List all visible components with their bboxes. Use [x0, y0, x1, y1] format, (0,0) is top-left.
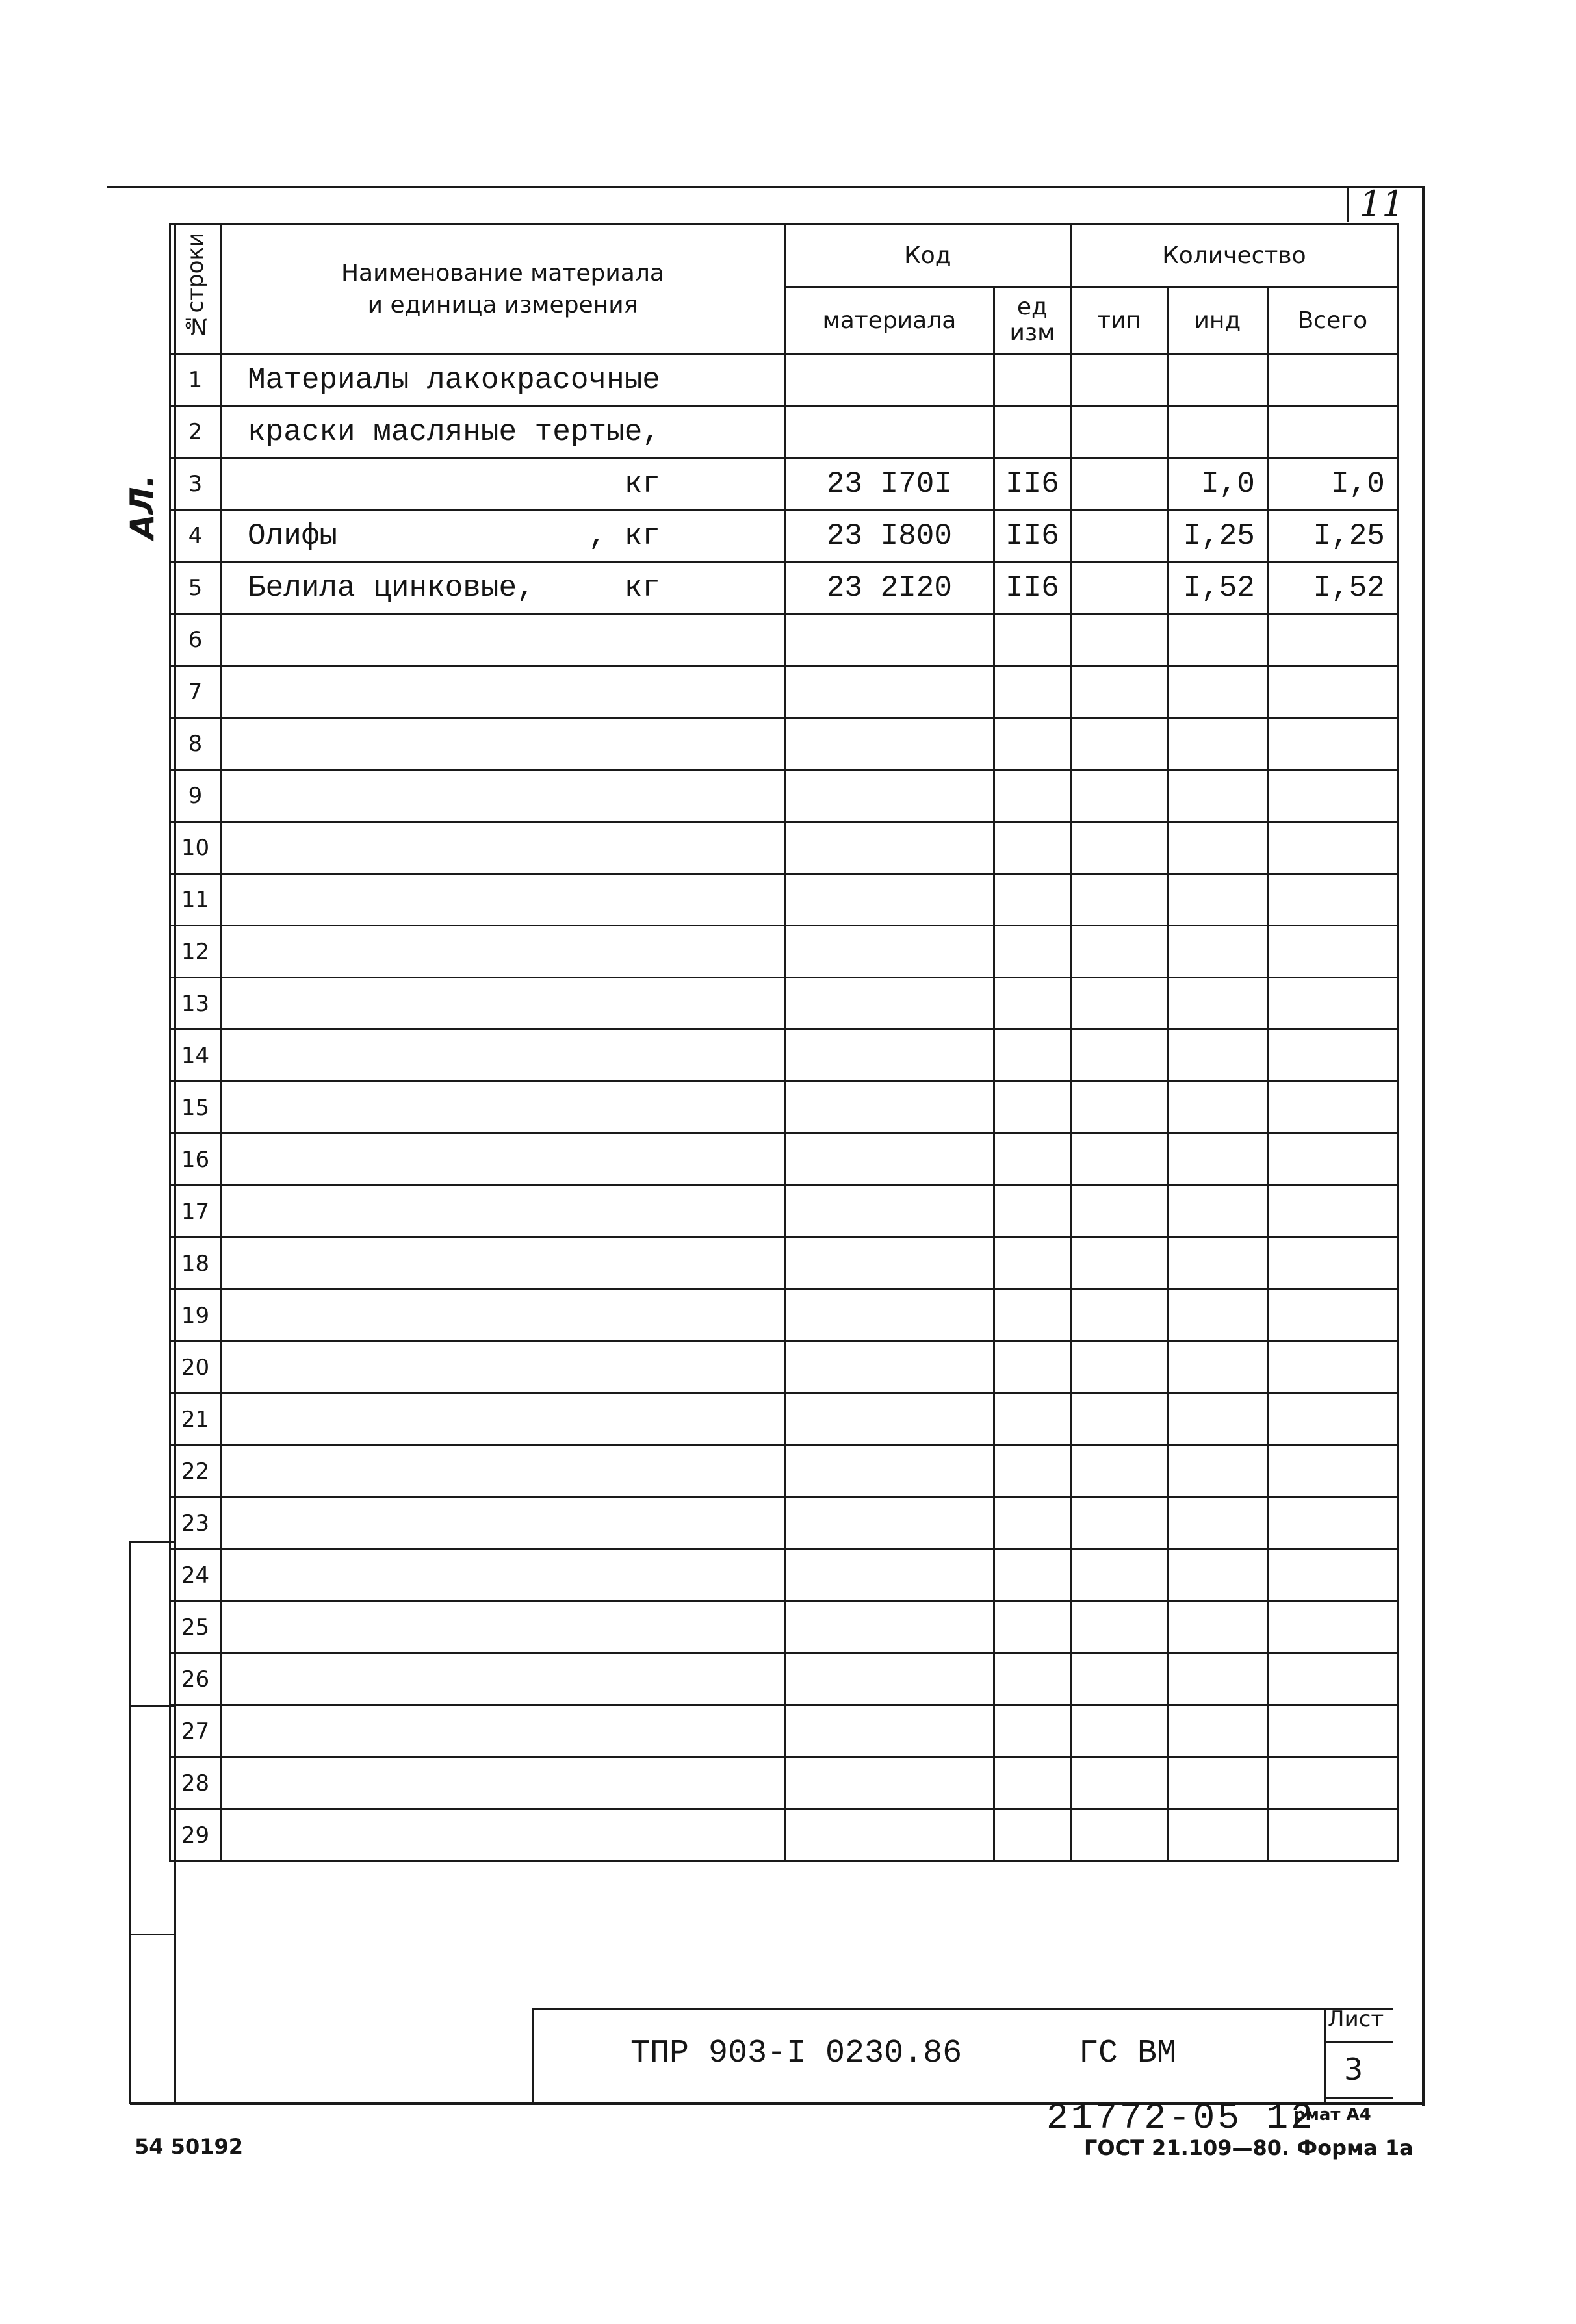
qty-type — [1070, 354, 1167, 406]
material-code: 23 I800 — [784, 510, 994, 562]
unit-code — [994, 718, 1070, 770]
table-row — [170, 1550, 1398, 1602]
header-name-line1: Наименование материала — [341, 259, 664, 287]
qty-ind: I,25 — [1167, 510, 1267, 562]
row-number: 12 — [170, 926, 221, 978]
row-number: 3 — [170, 458, 221, 510]
table-row — [170, 562, 1398, 614]
material-code — [784, 1550, 994, 1602]
qty-total — [1267, 1757, 1397, 1809]
header-code-material: материала — [784, 287, 994, 354]
table-row — [170, 1134, 1398, 1186]
unit-code — [994, 1550, 1070, 1602]
qty-ind — [1167, 614, 1267, 666]
qty-total — [1267, 1030, 1397, 1082]
header-row-number-label: №строки — [182, 233, 209, 339]
qty-ind — [1167, 1757, 1267, 1809]
material-name — [221, 1134, 785, 1186]
qty-ind — [1167, 1654, 1267, 1705]
material-name — [221, 406, 785, 458]
qty-ind — [1167, 1394, 1267, 1446]
qty-ind — [1167, 1602, 1267, 1654]
header-qty-total: Всего — [1267, 287, 1397, 354]
table-row — [170, 1705, 1398, 1757]
qty-ind — [1167, 874, 1267, 926]
title-block-top — [532, 2008, 1393, 2010]
qty-ind — [1167, 666, 1267, 718]
qty-ind — [1167, 718, 1267, 770]
qty-type — [1070, 718, 1167, 770]
qty-ind — [1167, 978, 1267, 1030]
material-code — [784, 1134, 994, 1186]
qty-total — [1267, 770, 1397, 822]
table-row — [170, 718, 1398, 770]
qty-ind — [1167, 1342, 1267, 1394]
qty-total: I,52 — [1267, 562, 1397, 614]
material-name — [221, 926, 785, 978]
material-unit-text: , кг — [588, 518, 660, 553]
sheet-box-bottom — [1324, 2097, 1393, 2099]
unit-code — [994, 1342, 1070, 1394]
material-code — [784, 614, 994, 666]
material-name — [221, 666, 785, 718]
material-name — [221, 1186, 785, 1238]
unit-code — [994, 770, 1070, 822]
unit-code — [994, 406, 1070, 458]
document-designation: ТПР 903-I 0230.86 — [630, 2035, 962, 2072]
material-code — [784, 1446, 994, 1498]
qty-total — [1267, 1446, 1397, 1498]
header-qty-ind: инд — [1167, 287, 1267, 354]
material-code — [784, 1654, 994, 1705]
title-block-left — [532, 2008, 534, 2104]
row-number: 13 — [170, 978, 221, 1030]
qty-type — [1070, 926, 1167, 978]
table-row — [170, 458, 1398, 510]
qty-type — [1070, 1394, 1167, 1446]
table-row — [170, 1757, 1398, 1809]
material-code — [784, 1290, 994, 1342]
qty-ind — [1167, 1498, 1267, 1550]
material-name — [221, 1602, 785, 1654]
table-row — [170, 406, 1398, 458]
material-code — [784, 1602, 994, 1654]
material-code — [784, 1342, 994, 1394]
table-row — [170, 1238, 1398, 1290]
qty-type — [1070, 562, 1167, 614]
table-row — [170, 770, 1398, 822]
material-name — [221, 1394, 785, 1446]
qty-ind — [1167, 1134, 1267, 1186]
inventory-number: 54 50192 — [135, 2134, 243, 2159]
qty-ind — [1167, 354, 1267, 406]
row-number: 10 — [170, 822, 221, 874]
qty-type — [1070, 1290, 1167, 1342]
qty-total — [1267, 1290, 1397, 1342]
unit-code — [994, 614, 1070, 666]
row-number: 8 — [170, 718, 221, 770]
row-number: 15 — [170, 1082, 221, 1134]
table-row — [170, 1809, 1398, 1861]
qty-type — [1070, 614, 1167, 666]
qty-total — [1267, 406, 1397, 458]
row-number: 22 — [170, 1446, 221, 1498]
material-code — [784, 1186, 994, 1238]
row-number: 20 — [170, 1342, 221, 1394]
qty-type — [1070, 1446, 1167, 1498]
qty-type — [1070, 1134, 1167, 1186]
row-number: 26 — [170, 1654, 221, 1705]
material-code — [784, 1030, 994, 1082]
row-number: 28 — [170, 1757, 221, 1809]
row-number: 29 — [170, 1809, 221, 1861]
material-code — [784, 770, 994, 822]
qty-ind — [1167, 1446, 1267, 1498]
table-row — [170, 666, 1398, 718]
qty-total — [1267, 1082, 1397, 1134]
qty-ind — [1167, 926, 1267, 978]
material-code — [784, 1705, 994, 1757]
unit-code — [994, 1238, 1070, 1290]
table-row — [170, 874, 1398, 926]
row-number: 17 — [170, 1186, 221, 1238]
row-number: 7 — [170, 666, 221, 718]
unit-code — [994, 1082, 1070, 1134]
qty-type — [1070, 770, 1167, 822]
sheet-label: Лист — [1328, 2006, 1384, 2032]
qty-type — [1070, 1705, 1167, 1757]
qty-type — [1070, 1186, 1167, 1238]
material-code — [784, 874, 994, 926]
unit-code — [994, 1394, 1070, 1446]
qty-type — [1070, 1082, 1167, 1134]
table-row — [170, 822, 1398, 874]
qty-total — [1267, 1186, 1397, 1238]
unit-code — [994, 874, 1070, 926]
material-name — [221, 1446, 785, 1498]
header-code-group: Код — [784, 224, 1070, 287]
table-row — [170, 1446, 1398, 1498]
table-row — [170, 1290, 1398, 1342]
table-row — [170, 1030, 1398, 1082]
qty-type — [1070, 1342, 1167, 1394]
qty-type — [1070, 666, 1167, 718]
qty-type — [1070, 1757, 1167, 1809]
material-name — [221, 1757, 785, 1809]
table-row — [170, 1082, 1398, 1134]
unit-code — [994, 666, 1070, 718]
qty-ind — [1167, 1238, 1267, 1290]
material-name — [221, 614, 785, 666]
unit-code — [994, 1654, 1070, 1705]
qty-total — [1267, 1809, 1397, 1861]
qty-total — [1267, 1134, 1397, 1186]
material-name — [221, 874, 785, 926]
material-name-text: краски масляные тертые, — [248, 415, 660, 449]
table-row — [170, 926, 1398, 978]
unit-code — [994, 926, 1070, 978]
material-code — [784, 926, 994, 978]
unit-code: II6 — [994, 458, 1070, 510]
unit-code — [994, 822, 1070, 874]
materials-table — [169, 223, 1399, 1862]
unit-code — [994, 978, 1070, 1030]
qty-ind — [1167, 1705, 1267, 1757]
material-code — [784, 718, 994, 770]
material-name — [221, 510, 785, 562]
qty-ind — [1167, 1550, 1267, 1602]
qty-total — [1267, 1498, 1397, 1550]
material-name — [221, 1809, 785, 1861]
row-number: 24 — [170, 1550, 221, 1602]
qty-ind — [1167, 1082, 1267, 1134]
unit-code: II6 — [994, 510, 1070, 562]
unit-code — [994, 1186, 1070, 1238]
row-number: 11 — [170, 874, 221, 926]
qty-type — [1070, 1809, 1167, 1861]
material-name — [221, 1238, 785, 1290]
material-name — [221, 1550, 785, 1602]
material-code — [784, 1394, 994, 1446]
page-number: 11 — [1360, 183, 1404, 224]
qty-type — [1070, 1602, 1167, 1654]
unit-code — [994, 1030, 1070, 1082]
qty-type — [1070, 978, 1167, 1030]
qty-type — [1070, 1550, 1167, 1602]
row-number: 19 — [170, 1290, 221, 1342]
qty-ind — [1167, 1290, 1267, 1342]
header-code-unit-line2: изм — [1009, 320, 1055, 346]
qty-total — [1267, 1654, 1397, 1705]
unit-code — [994, 1290, 1070, 1342]
qty-ind — [1167, 822, 1267, 874]
archive-number: 21772-05 12 — [1046, 2097, 1315, 2139]
header-code-unit-line1: ед — [1016, 294, 1048, 320]
qty-total — [1267, 1705, 1397, 1757]
material-name — [221, 718, 785, 770]
qty-total: I,0 — [1267, 458, 1397, 510]
header-code-unit — [994, 287, 1070, 354]
qty-ind: I,0 — [1167, 458, 1267, 510]
table-row — [170, 1498, 1398, 1550]
qty-ind — [1167, 1030, 1267, 1082]
header-quantity-group: Количество — [1070, 224, 1397, 287]
material-code — [784, 1498, 994, 1550]
qty-ind — [1167, 770, 1267, 822]
material-code — [784, 354, 994, 406]
document-code: ГС ВМ — [1079, 2035, 1177, 2072]
material-code — [784, 1238, 994, 1290]
material-code: 23 I70I — [784, 458, 994, 510]
table-row — [170, 1654, 1398, 1705]
unit-code — [994, 1705, 1070, 1757]
binding-strip-left — [129, 1541, 131, 2104]
qty-type — [1070, 1238, 1167, 1290]
sheet-box-left — [1324, 2008, 1326, 2104]
sheet-box-divider — [1324, 2041, 1393, 2043]
qty-total — [1267, 1550, 1397, 1602]
qty-total — [1267, 614, 1397, 666]
material-name — [221, 1705, 785, 1757]
qty-type — [1070, 1498, 1167, 1550]
gost-label: ГОСТ 21.109—80. Форма 1а — [1084, 2136, 1414, 2160]
frame-right — [1422, 186, 1425, 2106]
qty-total — [1267, 1394, 1397, 1446]
table-row — [170, 510, 1398, 562]
qty-total — [1267, 1342, 1397, 1394]
qty-total — [1267, 354, 1397, 406]
format-label: рмат А4 — [1293, 2105, 1371, 2125]
qty-ind: I,52 — [1167, 562, 1267, 614]
qty-total — [1267, 666, 1397, 718]
table-row — [170, 354, 1398, 406]
qty-type — [1070, 458, 1167, 510]
row-number: 9 — [170, 770, 221, 822]
top-rule — [107, 186, 1425, 188]
margin-initials: АЛ. — [123, 474, 161, 539]
page-number-box-left — [1347, 188, 1349, 222]
qty-type — [1070, 1654, 1167, 1705]
row-number: 5 — [170, 562, 221, 614]
material-code — [784, 1757, 994, 1809]
table-row — [170, 1186, 1398, 1238]
table-row — [170, 1602, 1398, 1654]
header-name — [221, 224, 785, 354]
material-code: 23 2I20 — [784, 562, 994, 614]
material-name — [221, 1290, 785, 1342]
table-row — [170, 978, 1398, 1030]
header-qty-type: тип — [1070, 287, 1167, 354]
row-number: 4 — [170, 510, 221, 562]
table-row — [170, 614, 1398, 666]
qty-type — [1070, 822, 1167, 874]
qty-ind — [1167, 406, 1267, 458]
table-body — [170, 354, 1398, 1861]
row-number: 21 — [170, 1394, 221, 1446]
qty-type — [1070, 406, 1167, 458]
table-row — [170, 1394, 1398, 1446]
qty-total — [1267, 926, 1397, 978]
material-name — [221, 1498, 785, 1550]
header-name-line2: и единица измерения — [367, 291, 638, 318]
unit-code — [994, 1809, 1070, 1861]
unit-code — [994, 1134, 1070, 1186]
sheet-number: 3 — [1344, 2052, 1363, 2087]
row-number: 25 — [170, 1602, 221, 1654]
unit-code — [994, 354, 1070, 406]
row-number: 1 — [170, 354, 221, 406]
row-number: 14 — [170, 1030, 221, 1082]
qty-total — [1267, 718, 1397, 770]
unit-code — [994, 1602, 1070, 1654]
material-name — [221, 354, 785, 406]
unit-code — [994, 1446, 1070, 1498]
row-number: 18 — [170, 1238, 221, 1290]
material-code — [784, 666, 994, 718]
header-row-number — [170, 224, 221, 354]
material-name-text: Белила цинковые, — [248, 570, 535, 605]
material-name — [221, 1030, 785, 1082]
binding-strip-div2 — [129, 1934, 175, 1935]
row-number: 6 — [170, 614, 221, 666]
row-number: 23 — [170, 1498, 221, 1550]
material-name-text: Материалы лакокрасочные — [248, 363, 660, 397]
material-name — [221, 770, 785, 822]
material-name — [221, 458, 785, 510]
material-code — [784, 406, 994, 458]
qty-total — [1267, 874, 1397, 926]
material-unit-text: кг — [624, 466, 660, 501]
qty-type — [1070, 1030, 1167, 1082]
unit-code — [994, 1757, 1070, 1809]
material-name — [221, 1082, 785, 1134]
row-number: 27 — [170, 1705, 221, 1757]
material-name — [221, 562, 785, 614]
material-name — [221, 978, 785, 1030]
material-code — [784, 822, 994, 874]
material-name — [221, 1654, 785, 1705]
material-code — [784, 1809, 994, 1861]
qty-total: I,25 — [1267, 510, 1397, 562]
material-code — [784, 1082, 994, 1134]
unit-code: II6 — [994, 562, 1070, 614]
row-number: 2 — [170, 406, 221, 458]
qty-ind — [1167, 1809, 1267, 1861]
material-name — [221, 822, 785, 874]
row-number: 16 — [170, 1134, 221, 1186]
qty-total — [1267, 978, 1397, 1030]
qty-total — [1267, 822, 1397, 874]
material-unit-text: кг — [624, 570, 660, 605]
qty-total — [1267, 1602, 1397, 1654]
material-name — [221, 1342, 785, 1394]
qty-ind — [1167, 1186, 1267, 1238]
qty-total — [1267, 1238, 1397, 1290]
unit-code — [994, 1498, 1070, 1550]
material-name-text: Олифы — [248, 518, 338, 553]
material-code — [784, 978, 994, 1030]
table-row — [170, 1342, 1398, 1394]
qty-type — [1070, 510, 1167, 562]
qty-type — [1070, 874, 1167, 926]
